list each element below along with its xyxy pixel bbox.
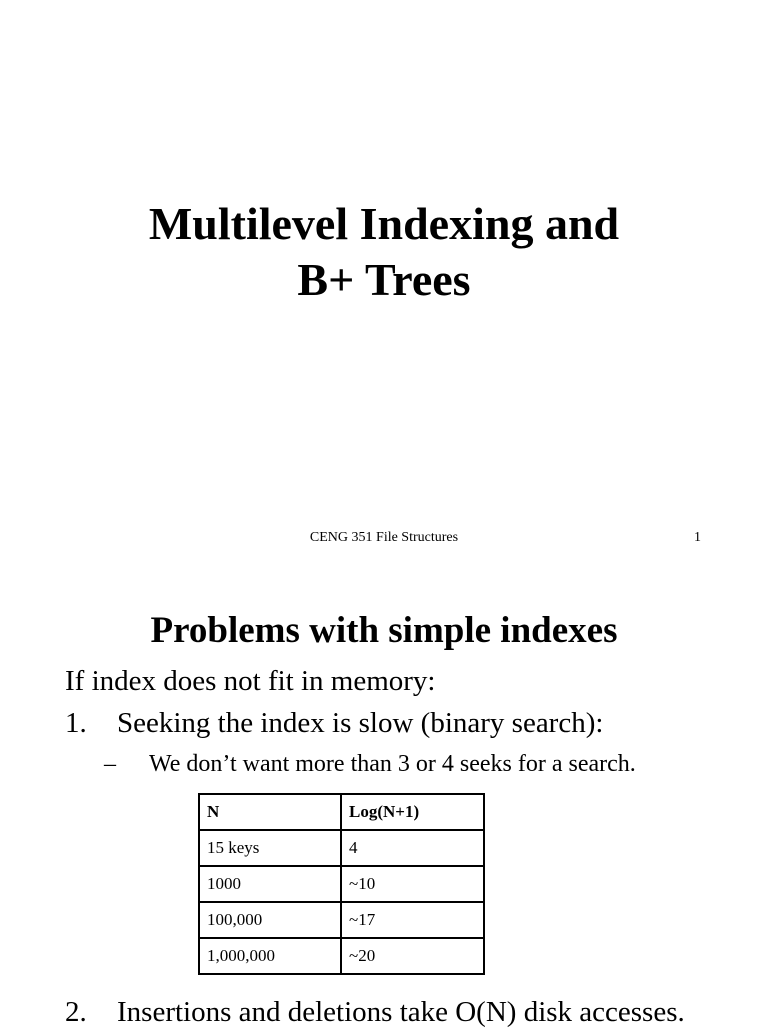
item-number: 2.	[65, 996, 87, 1028]
log-table	[198, 793, 485, 975]
table-cell: 100,000	[199, 902, 341, 938]
slide-title: Problems with simple indexes	[150, 610, 618, 651]
numbered-item-1	[65, 705, 603, 741]
numbered-item-2	[65, 994, 685, 1030]
table-row	[199, 938, 484, 974]
item-text: Seeking the index is slow (binary search):	[117, 707, 604, 739]
table-cell: 15 keys	[199, 830, 341, 866]
table-row	[199, 902, 484, 938]
sub-item-text: We don’t want more than 3 or 4 seeks for a search.	[149, 751, 636, 777]
page-number: 1	[694, 530, 701, 545]
table-cell: 1000	[199, 866, 341, 902]
dash-bullet-icon: –	[104, 751, 116, 777]
table-cell: 1,000,000	[199, 938, 341, 974]
intro-text: If index does not fit in memory:	[65, 665, 436, 697]
slide-title-line-2: B+ Trees	[297, 254, 471, 305]
table-row	[199, 830, 484, 866]
table-cell: 4	[341, 830, 484, 866]
table-cell: ~10	[341, 866, 484, 902]
table-header-log: Log(N+1)	[341, 794, 484, 830]
table-row	[199, 866, 484, 902]
slide-title-line-1: Multilevel Indexing and	[148, 198, 620, 249]
table-header-row	[199, 794, 484, 830]
sub-bullet-item	[104, 749, 636, 779]
table-cell: ~17	[341, 902, 484, 938]
item-number: 1.	[65, 707, 87, 739]
slide-2	[0, 560, 768, 1028]
item-text: Insertions and deletions take O(N) disk accesses.	[117, 996, 685, 1028]
table-cell: ~20	[341, 938, 484, 974]
table-header-n: N	[199, 794, 341, 830]
footer-course-name: CENG 351 File Structures	[309, 530, 459, 545]
